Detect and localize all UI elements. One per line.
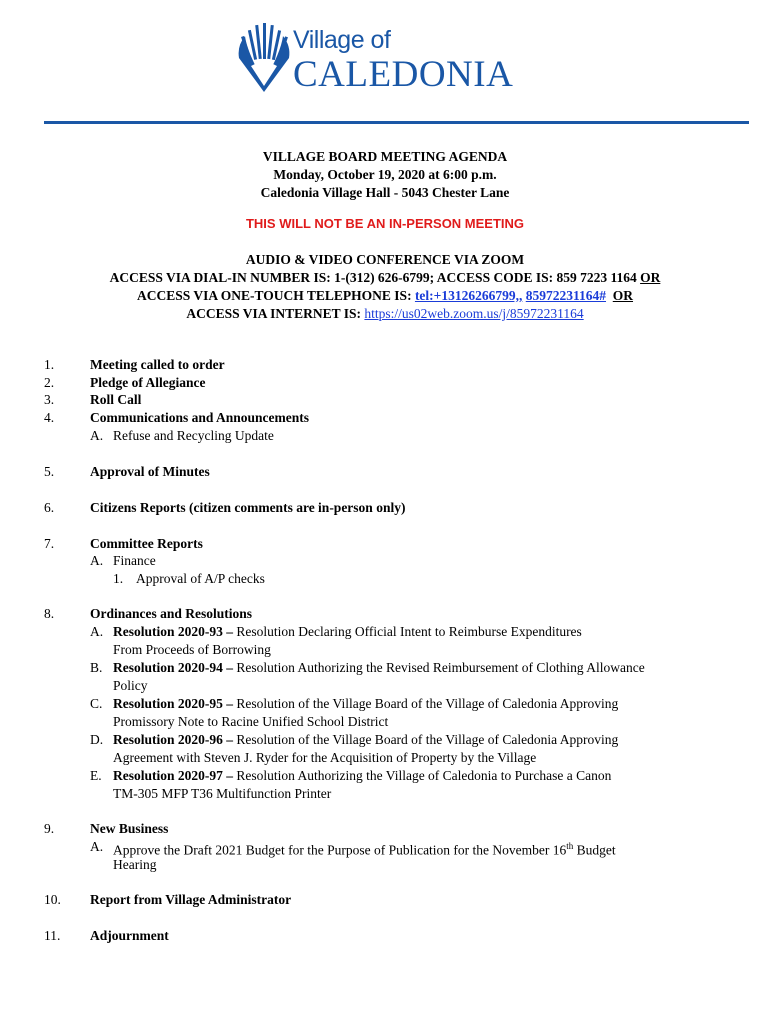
zoom-url-link[interactable]: https://us02web.zoom.us/j/85972231164 (364, 306, 584, 321)
village-logo (233, 22, 533, 100)
item-number: 7. (44, 536, 55, 551)
resolution-text-cont: Policy (113, 678, 148, 693)
item-title: Report from Village Administrator (90, 892, 292, 907)
onetouch-text: ACCESS VIA ONE-TOUCH TELEPHONE IS: (136, 288, 412, 303)
item-title: Roll Call (90, 392, 142, 407)
resolution-text: Resolution Declaring Official Intent to Reimburse Expenditures (236, 624, 582, 639)
onetouch-code-link[interactable]: 85972231164# (525, 288, 607, 303)
item-title: Approval of Minutes (90, 464, 210, 479)
onetouch-line (0, 287, 770, 305)
sub-letter: A. (90, 553, 104, 568)
onetouch-phone-link[interactable]: tel:+13126266799,, (414, 288, 523, 303)
item-number: 3. (44, 392, 55, 407)
item-title: Communications and Announcements (90, 410, 310, 425)
resolution-number: Resolution 2020-95 (113, 696, 223, 711)
item-title: Pledge of Allegiance (90, 375, 206, 390)
or-connector: OR (612, 288, 634, 303)
internet-text: ACCESS VIA INTERNET IS: (186, 306, 362, 321)
logo-text-caledonia: CALEDONIA (293, 54, 514, 95)
resolution-text: Resolution of the Village Board of the Village of Caledonia Approving (236, 696, 619, 711)
internet-line (0, 305, 770, 323)
resolution-text-cont: Promissory Note to Racine Unified School District (113, 714, 389, 729)
item-number: 8. (44, 606, 55, 621)
resolution-number: Resolution 2020-97 (113, 768, 223, 783)
resolution-number: Resolution 2020-96 (113, 732, 223, 747)
item-number: 1. (44, 357, 55, 372)
resolution-number: Resolution 2020-94 (113, 660, 223, 675)
sub-text: Approve the Draft 2021 Budget for the Purpose of Publication for the November 16 (113, 842, 567, 858)
dialin-text: ACCESS VIA DIAL-IN NUMBER IS: 1-(312) 626-6799; ACCESS CODE IS: 859 7223 1164 (109, 270, 637, 285)
caledonia-leaf-icon (233, 22, 295, 94)
resolution-text: Resolution Authorizing the Revised Reimbursement of Clothing Allowance (236, 660, 645, 675)
item-title: Citizens Reports (citizen comments are in-person only) (90, 500, 406, 515)
sub-letter: A. (90, 839, 104, 854)
dash: – (222, 624, 237, 639)
sub-letter: D. (90, 732, 104, 747)
item-title: New Business (90, 821, 169, 836)
sub-text-end: Budget (573, 842, 616, 858)
dash: – (222, 768, 237, 783)
sub-letter: A. (90, 624, 104, 639)
resolution-text-cont: TM-305 MFP T36 Multifunction Printer (113, 786, 332, 801)
zoom-heading: AUDIO & VIDEO CONFERENCE VIA ZOOM (245, 252, 525, 267)
sub-letter: B. (90, 660, 103, 675)
logo-text-village-of: Village of (293, 26, 391, 54)
meeting-date: Monday, October 19, 2020 at 6:00 p.m. (273, 167, 497, 182)
item-number: 10. (44, 892, 61, 907)
ordinal-suffix: th (566, 841, 574, 851)
resolution-text-cont: Agreement with Steven J. Ryder for the Acquisition of Property by the Village (113, 750, 537, 765)
resolution-text: Resolution Authorizing the Village of Caledonia to Purchase a Canon (236, 768, 612, 783)
item-number: 11. (44, 928, 61, 943)
resolution-text: Resolution of the Village Board of the Village of Caledonia Approving (236, 732, 619, 747)
item-title: Committee Reports (90, 536, 203, 551)
sub-text: Finance (113, 553, 156, 568)
item-title: Ordinances and Resolutions (90, 606, 253, 621)
subsub-number: 1. (113, 571, 124, 586)
sub-text: Refuse and Recycling Update (113, 428, 274, 443)
header-divider (44, 121, 749, 124)
item-title: Adjournment (90, 928, 169, 943)
or-connector: OR (640, 270, 661, 285)
sub-letter: A. (90, 428, 104, 443)
item-number: 6. (44, 500, 55, 515)
resolution-text-cont: From Proceeds of Borrowing (113, 642, 271, 657)
item-number: 5. (44, 464, 55, 479)
dialin-line (0, 269, 770, 287)
dash: – (222, 732, 237, 747)
agenda-title: VILLAGE BOARD MEETING AGENDA (262, 149, 508, 164)
sub-letter: E. (90, 768, 102, 783)
dash: – (222, 696, 237, 711)
dash: – (222, 660, 237, 675)
item-number: 2. (44, 375, 55, 390)
resolution-number: Resolution 2020-93 (113, 624, 223, 639)
item-number: 4. (44, 410, 55, 425)
meeting-location: Caledonia Village Hall - 5043 Chester Lane (260, 185, 510, 200)
sub-text-cont: Hearing (113, 857, 157, 872)
subsub-text: Approval of A/P checks (136, 571, 265, 586)
sub-letter: C. (90, 696, 103, 711)
item-number: 9. (44, 821, 55, 836)
item-title: Meeting called to order (90, 357, 225, 372)
in-person-notice: THIS WILL NOT BE AN IN-PERSON MEETING (245, 216, 525, 231)
